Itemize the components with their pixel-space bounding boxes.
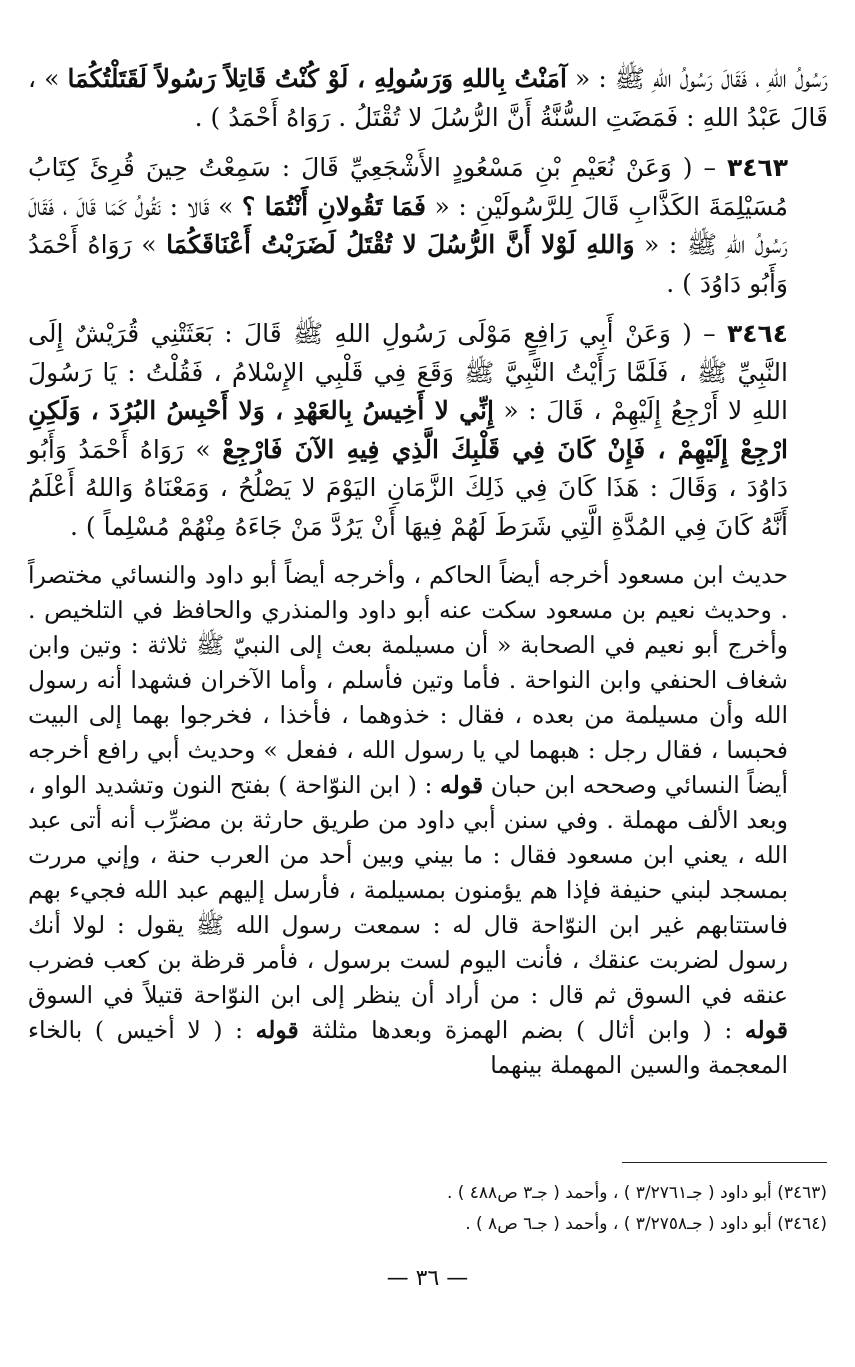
prophetic-quote: آمَنْتُ بِاللهِ وَرَسُولِهِ ، لَوْ كُنْتُ قَاتِلاً رَسُولاً لَقَتَلْتُكُمَا — [67, 64, 567, 93]
commentary-text: : ( ابن النوّاحة ) بفتح النون وتشديد الواو ، وبعد الألف مهملة . وفي سنن أبي داود من طريق حارثة بن مضرِّب أنه أتى عبد الله ، يعني ابن مسعود فقال : ما بيني وبين أحد من العرب حنة ، وإني مررت بمسجد لبني حنيفة فإذا هم يؤمنون بمسيلمة ، فأرسل إليهم عبد الله فجيء بهم فاستتابهم غير ابن النوّاحة قال له : سمعت رسول الله ﷺ يقول : لولا أنك رسول لضربت عنقك ، فأنت اليوم لست برسول ، فأمر قرظة بن كعب فضرب عنقه في السوق ثم قال : من أراد أن ينظر إلى ابن النوّاحة قتيلاً في السوق — [28, 771, 788, 1009]
prophetic-quote: فَمَا تَقُولانِ أَنْتُمَا ؟ — [241, 191, 426, 221]
prophetic-quote: إِنِّي لا أَخِيسُ بِالعَهْدِ ، وَلا أَحْبِسُ البُرُدَ ، وَلَكِنِ ارْجِعْ إِلَيْهِمْ ، فَإِنْ كَانَ فِي قَلْبِكَ الَّذِي فِيهِ الآنَ فَارْجِعْ — [28, 396, 788, 464]
hadith-text: » قَالا : نَقُولُ كَمَا قَالَ ، فَقَالَ رَسُولُ اللهِ ﷺ : « — [28, 191, 788, 259]
prophetic-quote: وَاللهِ لَوْلا أَنَّ الرُّسُلَ لا تُقْتَلُ لَضَرَبْتُ أَعْنَاقَكُمَا — [166, 230, 635, 259]
footnotes — [47, 1178, 827, 1240]
footnote-3463: (٣٤٦٣) أبو داود ( جـ٣/٢٧٦١ ) ، وأحمد ( جـ٣ ص٤٨٨ ) . — [446, 1183, 827, 1203]
footnote-3464: (٣٤٦٤) أبو داود ( جـ٣/٢٧٥٨ ) ، وأحمد ( جـ٦ ص٨ ) . — [465, 1214, 827, 1234]
hadith-text: – ( وَعَنْ نُعَيْمِ بْنِ مَسْعُودٍ الأَشْجَعِيِّ قَالَ : سَمِعْتُ حِينَ قُرِئَ كِتَابُ مُسَيْلِمَةَ الكَذَّابِ قَالَ لِلرَّسُولَيْنِ : « — [28, 153, 788, 221]
hadith-text: » ، قَالَ عَبْدُ اللهِ : فَمَضَتِ السُّنَّةُ أَنَّ الرُّسُلَ لا تُقْتَلُ . رَوَاهُ أَحْمَدُ ) . — [28, 64, 828, 132]
hadith-continuation — [28, 60, 828, 137]
hadith-number: ٣٤٦٣ — [726, 153, 788, 182]
commentary-text: : ( وابن أثال ) بضم الهمزة وبعدها مثلثة — [298, 1016, 745, 1044]
hadith-text: رَسُولُ اللهِ ، فَقَالَ رَسُولُ اللهِ ﷺ : « — [566, 64, 828, 93]
page-body — [28, 60, 828, 1083]
page-number: — ٣٦ — — [386, 1266, 469, 1291]
hadith-number: ٣٤٦٤ — [726, 319, 788, 348]
footnote-divider — [622, 1162, 827, 1163]
hadith-text: » رَوَاهُ أَحْمَدُ وَأَبُو دَاوُدَ ، وَقَالَ : هَذَا كَانَ فِي ذَلِكَ الزَّمَانِ اليَوْمَ لا يَصْلُحُ ، وَمَعْنَاهُ وَاللهُ أَعْلَمُ أَنَّهُ كَانَ فِي المُدَّةِ الَّتِي شَرَطَ لَهُمْ فِيهَا أَنْ يَرُدَّ مَنْ جَاءَهُ مِنْهُمْ مُسْلِماً ) . — [28, 434, 788, 541]
commentary-keyword: قوله — [439, 771, 484, 799]
hadith-3464 — [28, 315, 828, 546]
hadith-text: – ( وَعَنْ أَبِي رَافِعٍ مَوْلَى رَسُولِ اللهِ ﷺ قَالَ : بَعَثَتْنِي قُرَيْشٌ إِلَى النَّبِيِّ ﷺ ، فَلَمَّا رَأَيْتُ النَّبِيَّ ﷺ وَقَعَ فِي قَلْبِي الإِسْلامُ ، فَقُلْتُ : يَا رَسُولَ اللهِ لا أَرْجِعُ إِلَيْهِمْ ، قَالَ : « — [28, 319, 788, 425]
commentary-keyword: قوله — [255, 1016, 299, 1044]
hadith-3463 — [28, 149, 828, 303]
commentary-text: : ( لا أخيس ) بالخاء المعجمة والسين المهملة بينهما — [28, 1016, 788, 1079]
commentary — [28, 558, 828, 1083]
commentary-keyword: قوله — [744, 1016, 788, 1044]
commentary-text: حديث ابن مسعود أخرجه أيضاً الحاكم ، وأخرجه أيضاً أبو داود والنسائي مختصراً . وحديث نعيم بن مسعود سكت عنه أبو داود والمنذري والحافظ في التلخيص . وأخرج أبو نعيم في الصحابة « أن مسيلمة بعث إلى النبيّ ﷺ ثلاثة : وتين وابن شغاف الحنفي وابن النواحة . فأما وتين فأسلم ، وأما الآخران فشهدا أنه رسول الله وأن مسيلمة من بعده ، فقال : خذوهما ، فأخذا ، فخرجوا بهما إلى البيت فحبسا ، فقال رجل : هبهما لي يا رسول الله ، ففعل » وحديث أبي رافع أخرجه أيضاً النسائي وصححه ابن حبان — [28, 561, 788, 799]
hadith-text: » رَوَاهُ أَحْمَدُ وَأَبُو دَاوُدَ ) . — [28, 230, 788, 298]
